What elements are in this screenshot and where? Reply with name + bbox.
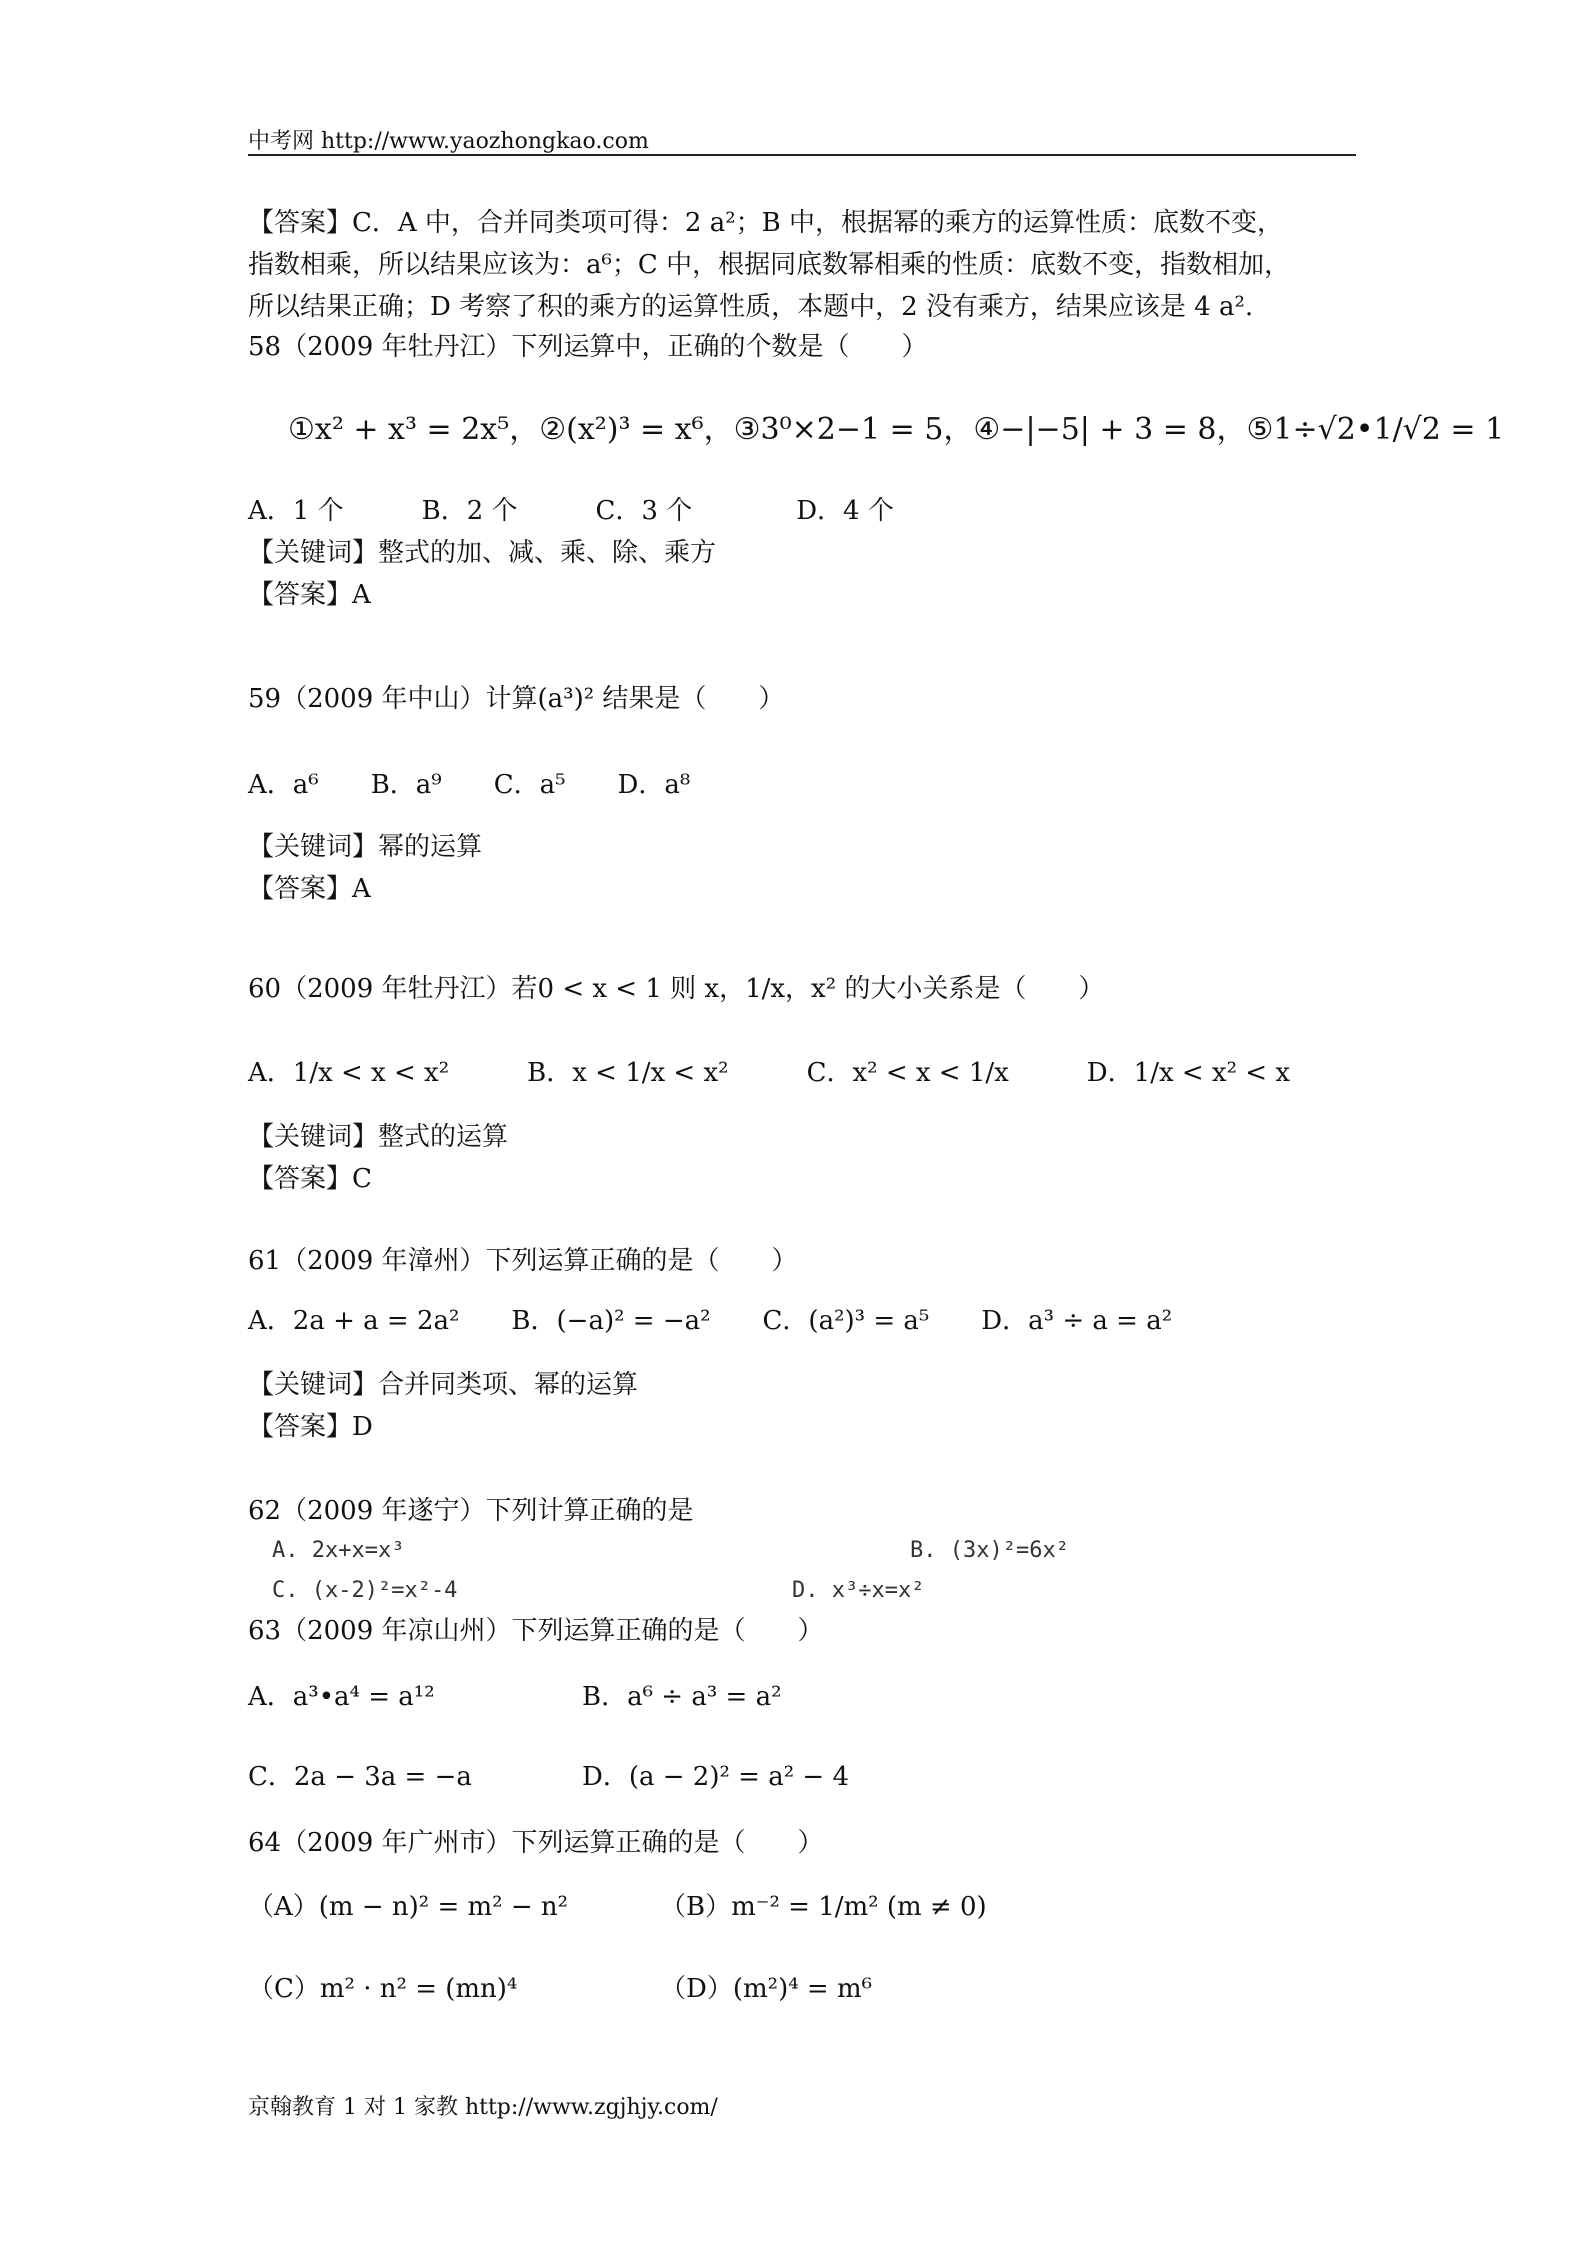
page-header: 中考网 http://www.yaozhongkao.com [248,129,649,154]
q62-option-a: A. 2x+x=x³ [272,1538,405,1563]
q63-option-b: B．a⁶ ÷ a³ = a² [582,1682,782,1712]
q61-answer: 【答案】D [248,1412,373,1442]
q58-stem: 58（2009 年牡丹江）下列运算中，正确的个数是（ ） [248,332,928,362]
header-rule [248,154,1356,156]
prev-answer-line-3: 所以结果正确；D 考察了积的乘方的运算性质，本题中，2 没有乘方，结果应该是 4 a². [248,292,1254,322]
q58-keywords: 【关键词】整式的加、减、乘、除、乘方 [248,538,717,568]
q61-keywords: 【关键词】合并同类项、幂的运算 [248,1370,639,1400]
q59-answer: 【答案】A [248,874,371,904]
q64-option-c: （C）m² · n² = (mn)⁴ [248,1974,518,2004]
q63-option-a: A．a³•a⁴ = a¹² [248,1682,435,1712]
q60-stem: 60（2009 年牡丹江）若0 < x < 1 则 x，1/x，x² 的大小关系是（ ） [248,974,1105,1004]
q58-answer: 【答案】A [248,580,371,610]
q64-option-b: （B）m⁻² = 1/m² (m ≠ 0) [660,1892,987,1922]
prev-answer-line-2: 指数相乘，所以结果应该为：a⁶；C 中，根据同底数幂相乘的性质：底数不变，指数相加， [248,250,1291,280]
q62-option-d: D. x³÷x=x² [792,1578,925,1603]
q62-stem: 62（2009 年遂宁）下列计算正确的是 [248,1496,694,1526]
q59-keywords: 【关键词】幂的运算 [248,832,483,862]
q63-stem: 63（2009 年凉山州）下列运算正确的是（ ） [248,1616,824,1646]
q58-options: A．1 个 B．2 个 C．3 个 D．4 个 [248,496,894,526]
q61-stem: 61（2009 年漳州）下列运算正确的是（ ） [248,1246,798,1276]
q60-answer: 【答案】C [248,1164,372,1194]
q64-option-a: （A）(m − n)² = m² − n² [248,1892,569,1922]
prev-answer-line-1: 【答案】C．A 中，合并同类项可得：2 a²；B 中，根据幂的乘方的运算性质：底数不变， [248,208,1284,238]
q63-option-c: C．2a − 3a = −a [248,1762,472,1792]
q60-options: A．1/x < x < x² B．x < 1/x < x² C．x² < x < 1/x D．1/x < x² < x [248,1058,1290,1088]
q59-stem: 59（2009 年中山）计算(a³)² 结果是（ ） [248,684,785,714]
q61-options: A．2a + a = 2a² B．(−a)² = −a² C．(a²)³ = a⁵ D．a³ ÷ a = a² [248,1306,1173,1336]
q64-stem: 64（2009 年广州市）下列运算正确的是（ ） [248,1828,824,1858]
q59-options: A．a⁶ B．a⁹ C．a⁵ D．a⁸ [248,770,691,800]
page-footer: 京翰教育 1 对 1 家教 http://www.zgjhjy.com/ [248,2095,718,2120]
q64-option-d: （D）(m²)⁴ = m⁶ [660,1974,873,2004]
q60-keywords: 【关键词】整式的运算 [248,1122,509,1152]
q62-option-c: C. (x-2)²=x²-4 [272,1578,458,1603]
q63-option-d: D．(a − 2)² = a² − 4 [582,1762,850,1792]
q62-option-b: B. (3x)²=6x² [910,1538,1069,1563]
q58-formula: ①x² + x³ = 2x⁵，②(x²)³ = x⁶，③3⁰×2−1 = 5，④−|−5| + 3 = 8，⑤1÷√2•1/√2 = 1 [288,412,1505,447]
